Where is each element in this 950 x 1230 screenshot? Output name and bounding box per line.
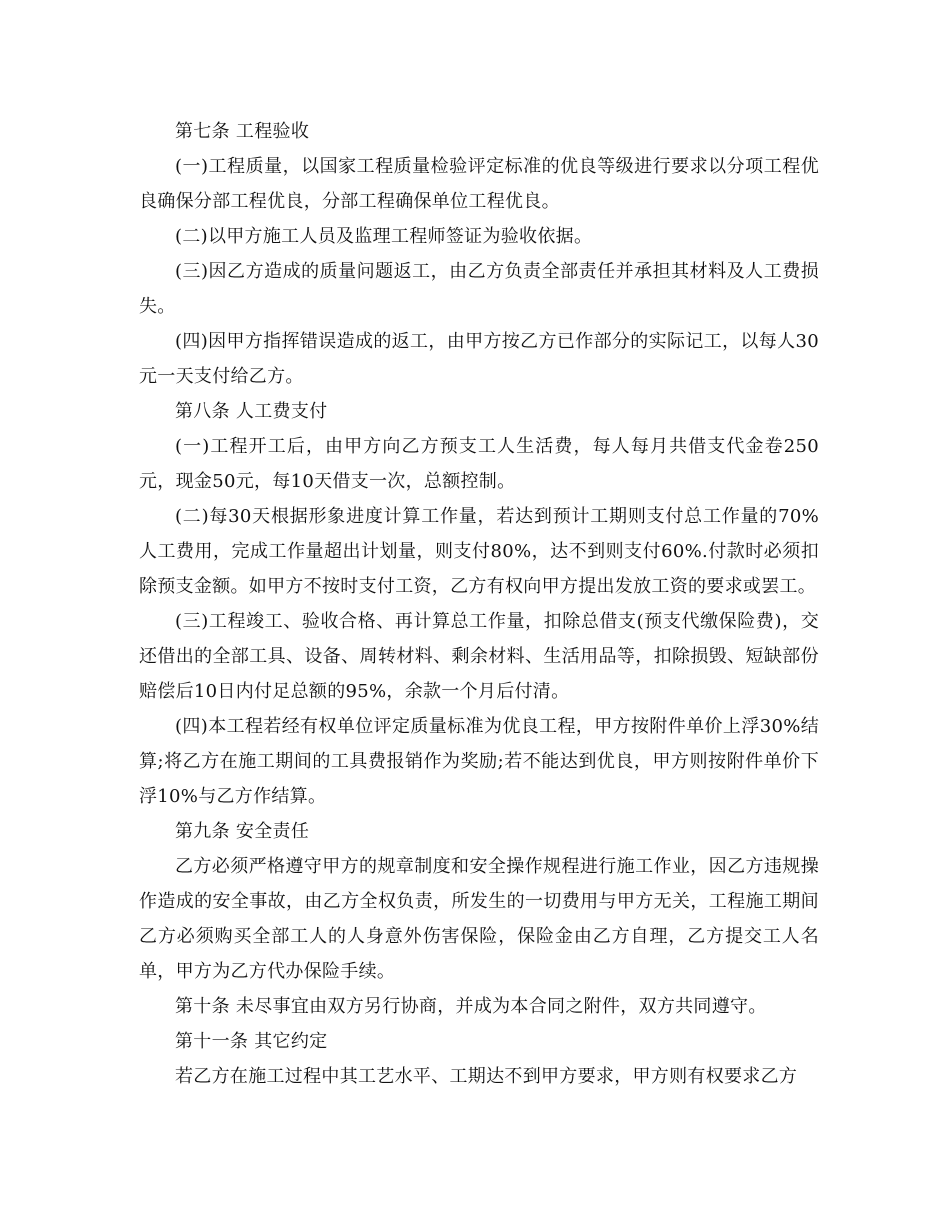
article-8-clause-3: (三)工程竣工、验收合格、再计算总工作量，扣除总借支(预支代缴保险费)，交还借出的全部工具、设备、周转材料、剩余材料、生活用品等，扣除损毁、短缺部份赔偿后10日内付足总额的95%，余款一个月后付清。 <box>139 611 819 702</box>
article-8-clause-4: (四)本工程若经有权单位评定质量标准为优良工程，甲方按附件单价上浮30%结算;将乙方在施工期间的工具费报销作为奖励;若不能达到优良，甲方则按附件单价下浮10%与乙方作结算。 <box>139 716 819 807</box>
article-11-body: 若乙方在施工过程中其工艺水平、工期达不到甲方要求，甲方则有权要求乙方 <box>175 1066 798 1087</box>
article-7-clause-3: (三)因乙方造成的质量问题返工，由乙方负责全部责任并承担其材料及人工费损失。 <box>139 261 819 317</box>
article-7-heading: 第七条 工程验收 <box>175 121 310 142</box>
article-11-heading: 第十一条 其它约定 <box>175 1031 328 1052</box>
article-10: 第十条 未尽事宜由双方另行协商，并成为本合同之附件，双方共同遵守。 <box>175 996 767 1017</box>
article-8-clause-2: (二)每30天根据形象进度计算工作量，若达到预计工期则支付总工作量的70%人工费用，完成工作量超出计划量，则支付80%，达不到则支付60%.付款时必须扣除预支金额。如甲方不按时支付工资，乙方有权向甲方提出发放工资的要求或罢工。 <box>139 506 819 597</box>
document-body <box>139 114 819 1094</box>
article-7-clause-1: (一)工程质量，以国家工程质量检验评定标准的优良等级进行要求以分项工程优良确保分部工程优良，分部工程确保单位工程优良。 <box>139 156 819 212</box>
article-9-body: 乙方必须严格遵守甲方的规章制度和安全操作规程进行施工作业，因乙方违规操作造成的安全事故，由乙方全权负责，所发生的一切费用与甲方无关，工程施工期间乙方必须购买全部工人的人身意外伤害保险，保险金由乙方自理，乙方提交工人名单，甲方为乙方代办保险手续。 <box>139 856 819 982</box>
article-8-heading: 第八条 人工费支付 <box>175 401 328 422</box>
article-7-clause-4: (四)因甲方指挥错误造成的返工，由甲方按乙方已作部分的实际记工，以每人30元一天支付给乙方。 <box>139 331 819 387</box>
article-9-heading: 第九条 安全责任 <box>175 821 310 842</box>
article-7-clause-2: (二)以甲方施工人员及监理工程师签证为验收依据。 <box>175 226 593 247</box>
article-8-clause-1: (一)工程开工后，由甲方向乙方预支工人生活费，每人每月共借支代金卷250元，现金50元，每10天借支一次，总额控制。 <box>139 436 819 492</box>
